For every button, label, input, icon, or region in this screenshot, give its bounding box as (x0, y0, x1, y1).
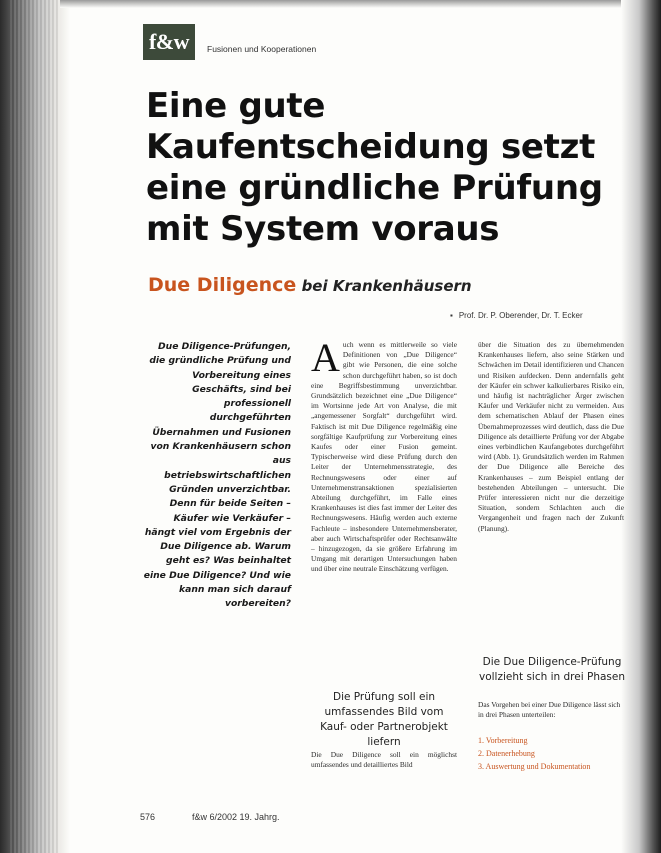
page-number: 576 (140, 812, 156, 822)
pull-quote-b: Die Due Diligence-Prüfung vollzieht sich in drei Phasen (478, 656, 625, 683)
page-top-shadow (60, 0, 631, 8)
section-label: Fusionen und Kooperationen (207, 44, 317, 54)
list-item: 2. Datenerhebung (478, 749, 535, 758)
magazine-logo: f&w (143, 24, 195, 60)
body-text-b-continued: Das Vorgehen bei einer Due Diligence lässt sich in drei Phasen unterteilen: (478, 700, 621, 720)
body-text-a: uch wenn es mittlerweile so viele Definitionen von „Due Diligence“ gibt wie Personen, die eine solche schon durchgeführt haben, so ist doch eine Begriffsbestimmung unverzichtbar. Grundsätzlich bezeichnet eine „Due Diligence“ im Wortsinne jede Art von Analyse, die mit „angemessener Sorgfalt“ durchgeführt wird. Faktisch ist mit Due Diligence regelmäßig eine sorgfältige Kaufprüfung zur Vorbereitung eines Kaufes oder einer Fusion gemeint. Typischerweise wird diese Prüfung durch den Leiter der Unternehmensstrategie, des Rechnungswesens oder einer auf Unternehmenstransaktionen spezialisierten Abteilung durchgeführt, im Falle eines Krankenhauses ist dies fast immer der Leiter des Rechnungswesens. Häufig werden auch externe Fachleute – insbesondere Unternehmensberater, aber auch Wirtschaftsprüfer oder Rechtsanwälte – hinzugezogen, da sie größere Erfahrung im Umgang mit derartigen Untersuchungen haben und über eine neutrale Einschätzung verfügen. (311, 340, 457, 574)
body-text-a-continued: Die Due Diligence soll ein möglichst umfassendes und detailliertes Bild (311, 750, 457, 770)
body-text-b: über die Situation des zu übernehmenden Krankenhauses liefern, also seine Stärken und Schwächen im Detail identifizieren und Chancen und Risiken aufdecken. Denn andernfalls geht der Käufer ein schwer kalkulierbares Risiko ein, und häufig ist nachträglicher Ärger zwischen Käufer und Verkäufer nicht zu vermeiden. Aus dem schematischen Ablauf der Phasen eines Übernahmeprozesses wird deutlich, dass die Due Diligence als detaillierte Prüfung vor der Abgabe eines verbindlichen Kaufangebotes durchgeführt wird (Abb. 1). Grundsätzlich werden im Rahmen der Due Diligence alle Bereiche des Krankenhauses – zum Beispiel entlang der bestehenden Abteilungen – untersucht. Die Prüfer interessieren nicht nur die derzeitige Situation, sondern Schlachten auch die Vergangenheit und fragen nach der Zukunft (Planung). (478, 340, 624, 533)
body-column-b (478, 340, 624, 534)
phase-list (478, 734, 628, 773)
subtitle-accent: Due Diligence (148, 274, 297, 296)
page-right-shadow (621, 0, 661, 853)
issue-info: f&w 6/2002 19. Jahrg. (192, 812, 280, 822)
author-names: Prof. Dr. P. Oberender, Dr. T. Ecker (458, 311, 583, 320)
article-title: Eine gute Kaufentscheidung setzt eine gründliche Prüfung mit System voraus (146, 86, 603, 249)
article-subtitle (148, 274, 472, 297)
lead-paragraph: Due Diligence-Prüfungen, die gründliche Prüfung und Vorbereitung eines Geschäfts, sind bei professionell durchgeführten Übernahmen und Fusionen von Krankenhäusern schon aus betriebswirtschaftlichen Gründen unverzichtbar. Denn für beide Seiten – Käufer wie Verkäufer – hängt viel vom Ergebnis der Due Diligence ab. Warum geht es? Was beinhaltet eine Due Diligence? Und wie kann man sich darauf vorbereiten? (143, 341, 291, 610)
drop-cap: A (311, 335, 340, 380)
author-marker: ▪ (450, 311, 453, 320)
pull-quote-a: Die Prüfung soll ein umfassendes Bild vom Kauf- oder Partnerobjekt liefern (320, 691, 448, 748)
page-binding-shadow (0, 0, 70, 853)
author-line (450, 311, 583, 320)
list-item: 1. Vorbereitung (478, 736, 528, 745)
subtitle-rest: bei Krankenhäusern (301, 277, 472, 295)
list-item: 3. Auswertung und Dokumentation (478, 762, 591, 771)
body-column-a (311, 335, 457, 575)
